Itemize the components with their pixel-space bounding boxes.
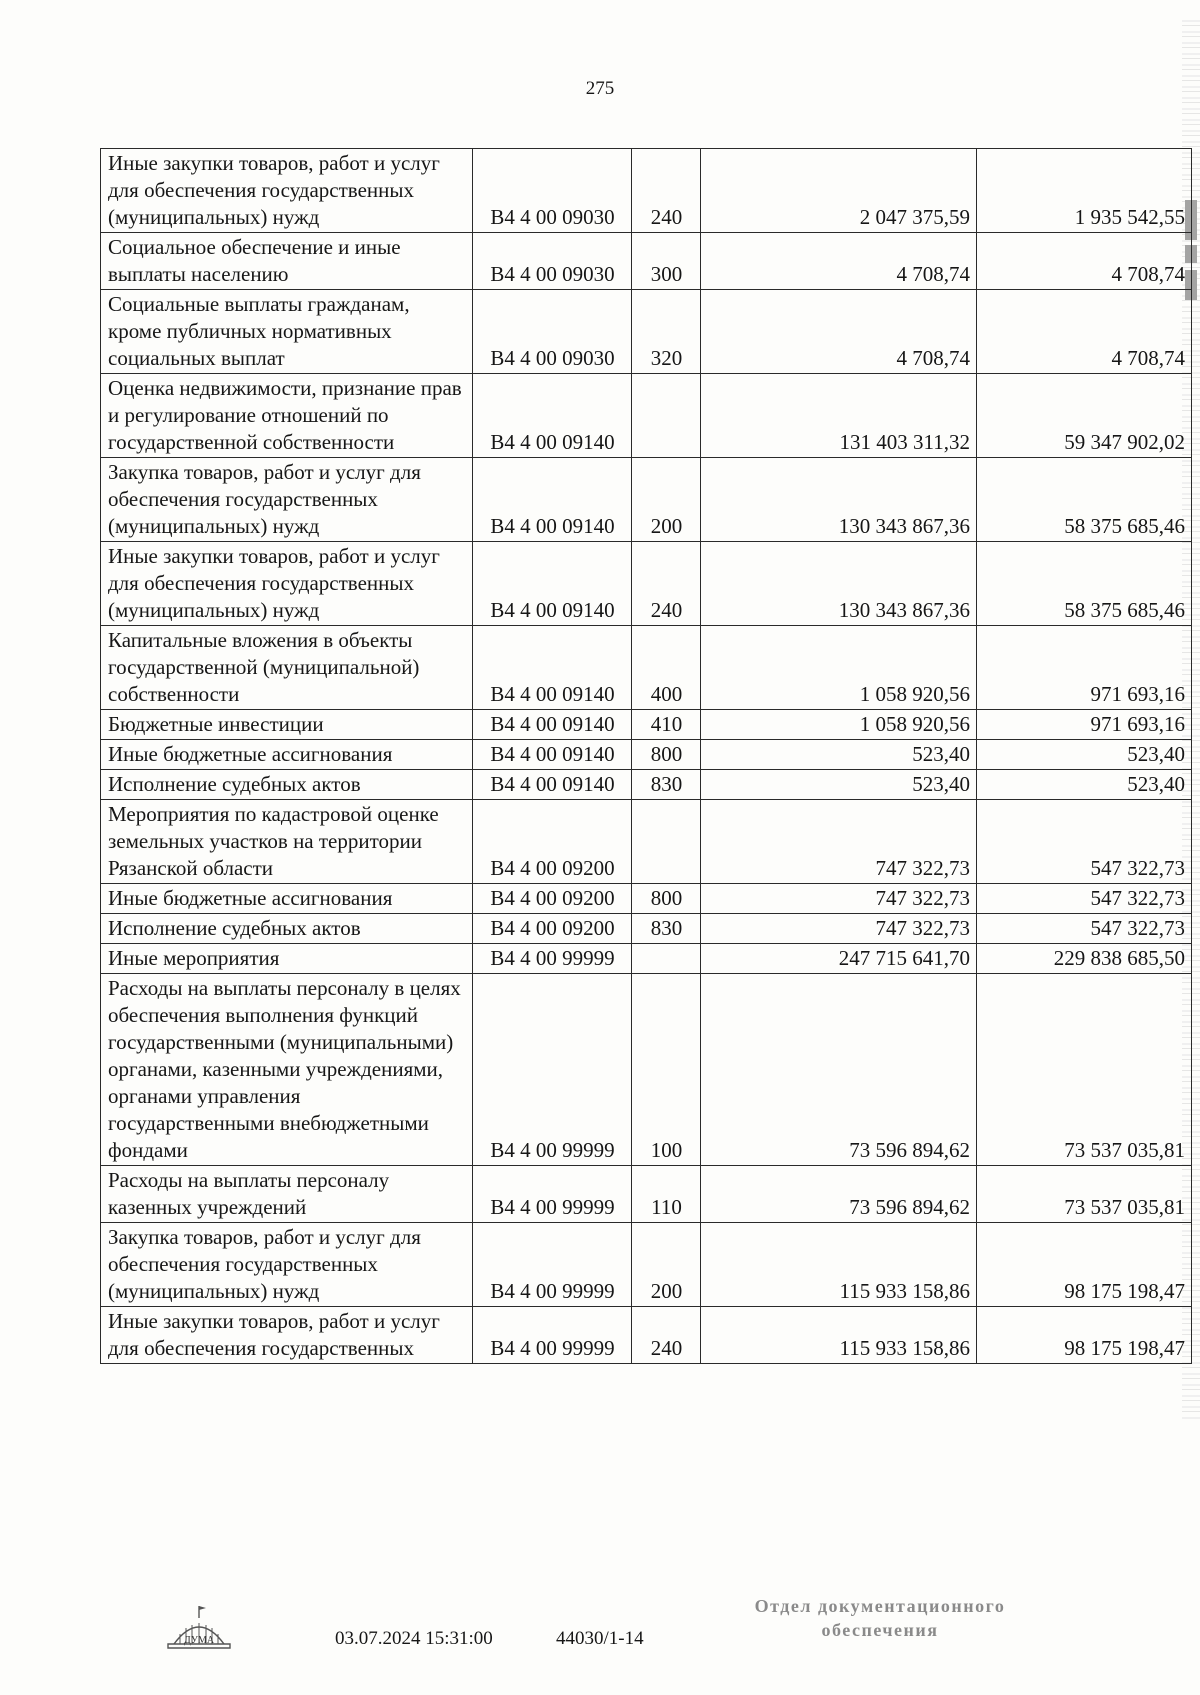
row-name: Иные закупки товаров, работ и услуг для обеспечения государственных (муниципальных) нужд: [101, 542, 473, 626]
table-row: [101, 770, 1192, 800]
row-amount-plan: 73 596 894,62: [701, 974, 977, 1166]
row-target-article: В4 4 00 09140: [473, 770, 632, 800]
row-expense-type: 320: [632, 290, 701, 374]
row-name: Оценка недвижимости, признание прав и регулирование отношений по государственной собственности: [101, 374, 473, 458]
stamp-line-1: Отдел документационного: [754, 1596, 1006, 1616]
table-row: [101, 884, 1192, 914]
row-amount-actual: 59 347 902,02: [977, 374, 1192, 458]
row-amount-plan: 115 933 158,86: [701, 1223, 977, 1307]
logo-text: ДУМА: [183, 1635, 215, 1646]
row-target-article: В4 4 00 09140: [473, 740, 632, 770]
row-amount-actual: 58 375 685,46: [977, 542, 1192, 626]
row-target-article: В4 4 00 09140: [473, 458, 632, 542]
row-expense-type: [632, 944, 701, 974]
row-target-article: В4 4 00 09140: [473, 542, 632, 626]
row-expense-type: 200: [632, 458, 701, 542]
row-expense-type: 410: [632, 710, 701, 740]
row-target-article: В4 4 00 09140: [473, 710, 632, 740]
row-amount-actual: 4 708,74: [977, 233, 1192, 290]
row-amount-actual: 523,40: [977, 770, 1192, 800]
row-expense-type: 830: [632, 914, 701, 944]
row-expense-type: 200: [632, 1223, 701, 1307]
row-amount-actual: 971 693,16: [977, 710, 1192, 740]
row-name: Социальные выплаты гражданам, кроме публичных нормативных социальных выплат: [101, 290, 473, 374]
row-target-article: В4 4 00 09200: [473, 884, 632, 914]
row-target-article: В4 4 00 99999: [473, 1223, 632, 1307]
row-name: Исполнение судебных актов: [101, 914, 473, 944]
table-row: [101, 974, 1192, 1166]
row-name: Расходы на выплаты персоналу в целях обеспечения выполнения функций государственными (муниципальными) органами, казенными учреждениями, органами управления государственными внебюджетными фондами: [101, 974, 473, 1166]
row-expense-type: 830: [632, 770, 701, 800]
row-amount-actual: 4 708,74: [977, 290, 1192, 374]
duma-logo: [160, 1600, 238, 1656]
table-row: [101, 1223, 1192, 1307]
row-name: Иные бюджетные ассигнования: [101, 884, 473, 914]
row-expense-type: 110: [632, 1166, 701, 1223]
row-amount-plan: 4 708,74: [701, 233, 977, 290]
row-name: Иные бюджетные ассигнования: [101, 740, 473, 770]
row-expense-type: 300: [632, 233, 701, 290]
row-target-article: В4 4 00 09200: [473, 800, 632, 884]
row-expense-type: [632, 374, 701, 458]
table-row: [101, 233, 1192, 290]
budget-table-body: [101, 149, 1192, 1364]
row-amount-actual: 523,40: [977, 740, 1192, 770]
row-amount-actual: 547 322,73: [977, 914, 1192, 944]
row-amount-actual: 58 375 685,46: [977, 458, 1192, 542]
row-target-article: В4 4 00 99999: [473, 944, 632, 974]
row-name: Закупка товаров, работ и услуг для обеспечения государственных (муниципальных) нужд: [101, 458, 473, 542]
row-amount-actual: 98 175 198,47: [977, 1307, 1192, 1364]
row-amount-plan: 131 403 311,32: [701, 374, 977, 458]
table-row: [101, 290, 1192, 374]
row-name: Исполнение судебных актов: [101, 770, 473, 800]
row-name: Капитальные вложения в объекты государственной (муниципальной) собственности: [101, 626, 473, 710]
row-amount-plan: 747 322,73: [701, 800, 977, 884]
row-expense-type: [632, 800, 701, 884]
row-amount-plan: 747 322,73: [701, 884, 977, 914]
table-row: [101, 944, 1192, 974]
table-row: [101, 542, 1192, 626]
row-amount-plan: 1 058 920,56: [701, 710, 977, 740]
row-name: Иные закупки товаров, работ и услуг для обеспечения государственных (муниципальных) нужд: [101, 149, 473, 233]
row-amount-actual: 1 935 542,55: [977, 149, 1192, 233]
row-amount-plan: 73 596 894,62: [701, 1166, 977, 1223]
row-amount-actual: 73 537 035,81: [977, 974, 1192, 1166]
stamp-line-2: обеспечения: [821, 1620, 939, 1640]
row-expense-type: 400: [632, 626, 701, 710]
row-name: Мероприятия по кадастровой оценке земельных участков на территории Рязанской области: [101, 800, 473, 884]
row-expense-type: 240: [632, 149, 701, 233]
row-amount-plan: 115 933 158,86: [701, 1307, 977, 1364]
row-amount-plan: 1 058 920,56: [701, 626, 977, 710]
row-amount-plan: 4 708,74: [701, 290, 977, 374]
row-name: Социальное обеспечение и иные выплаты населению: [101, 233, 473, 290]
row-name: Расходы на выплаты персоналу казенных учреждений: [101, 1166, 473, 1223]
row-amount-plan: 247 715 641,70: [701, 944, 977, 974]
table-row: [101, 710, 1192, 740]
budget-table: [100, 148, 1192, 1364]
row-target-article: В4 4 00 09140: [473, 374, 632, 458]
table-row: [101, 458, 1192, 542]
row-amount-plan: 523,40: [701, 740, 977, 770]
table-row: [101, 1166, 1192, 1223]
row-amount-plan: 523,40: [701, 770, 977, 800]
footer-doc-number: 44030/1-14: [556, 1628, 644, 1649]
row-expense-type: 800: [632, 740, 701, 770]
row-expense-type: 100: [632, 974, 701, 1166]
row-expense-type: 240: [632, 542, 701, 626]
row-target-article: В4 4 00 09030: [473, 233, 632, 290]
row-amount-actual: 547 322,73: [977, 800, 1192, 884]
row-name: Закупка товаров, работ и услуг для обеспечения государственных (муниципальных) нужд: [101, 1223, 473, 1307]
row-amount-actual: 547 322,73: [977, 884, 1192, 914]
row-target-article: В4 4 00 09030: [473, 290, 632, 374]
row-amount-plan: 130 343 867,36: [701, 458, 977, 542]
table-row: [101, 740, 1192, 770]
row-amount-actual: 73 537 035,81: [977, 1166, 1192, 1223]
row-target-article: В4 4 00 09140: [473, 626, 632, 710]
table-row: [101, 1307, 1192, 1364]
row-amount-plan: 2 047 375,59: [701, 149, 977, 233]
row-expense-type: 800: [632, 884, 701, 914]
row-target-article: В4 4 00 09200: [473, 914, 632, 944]
row-target-article: В4 4 00 99999: [473, 974, 632, 1166]
page-number: 275: [585, 78, 615, 99]
row-amount-actual: 971 693,16: [977, 626, 1192, 710]
row-amount-actual: 229 838 685,50: [977, 944, 1192, 974]
row-target-article: В4 4 00 99999: [473, 1166, 632, 1223]
row-name: Иные закупки товаров, работ и услуг для обеспечения государственных: [101, 1307, 473, 1364]
row-target-article: В4 4 00 09030: [473, 149, 632, 233]
footer-date: 03.07.2024 15:31:00: [335, 1628, 493, 1649]
row-amount-actual: 98 175 198,47: [977, 1223, 1192, 1307]
row-amount-plan: 130 343 867,36: [701, 542, 977, 626]
table-row: [101, 374, 1192, 458]
table-row: [101, 800, 1192, 884]
row-target-article: В4 4 00 99999: [473, 1307, 632, 1364]
row-name: Иные мероприятия: [101, 944, 473, 974]
table-row: [101, 149, 1192, 233]
table-row: [101, 626, 1192, 710]
row-expense-type: 240: [632, 1307, 701, 1364]
row-amount-plan: 747 322,73: [701, 914, 977, 944]
row-name: Бюджетные инвестиции: [101, 710, 473, 740]
table-row: [101, 914, 1192, 944]
department-stamp: [735, 1594, 1025, 1642]
